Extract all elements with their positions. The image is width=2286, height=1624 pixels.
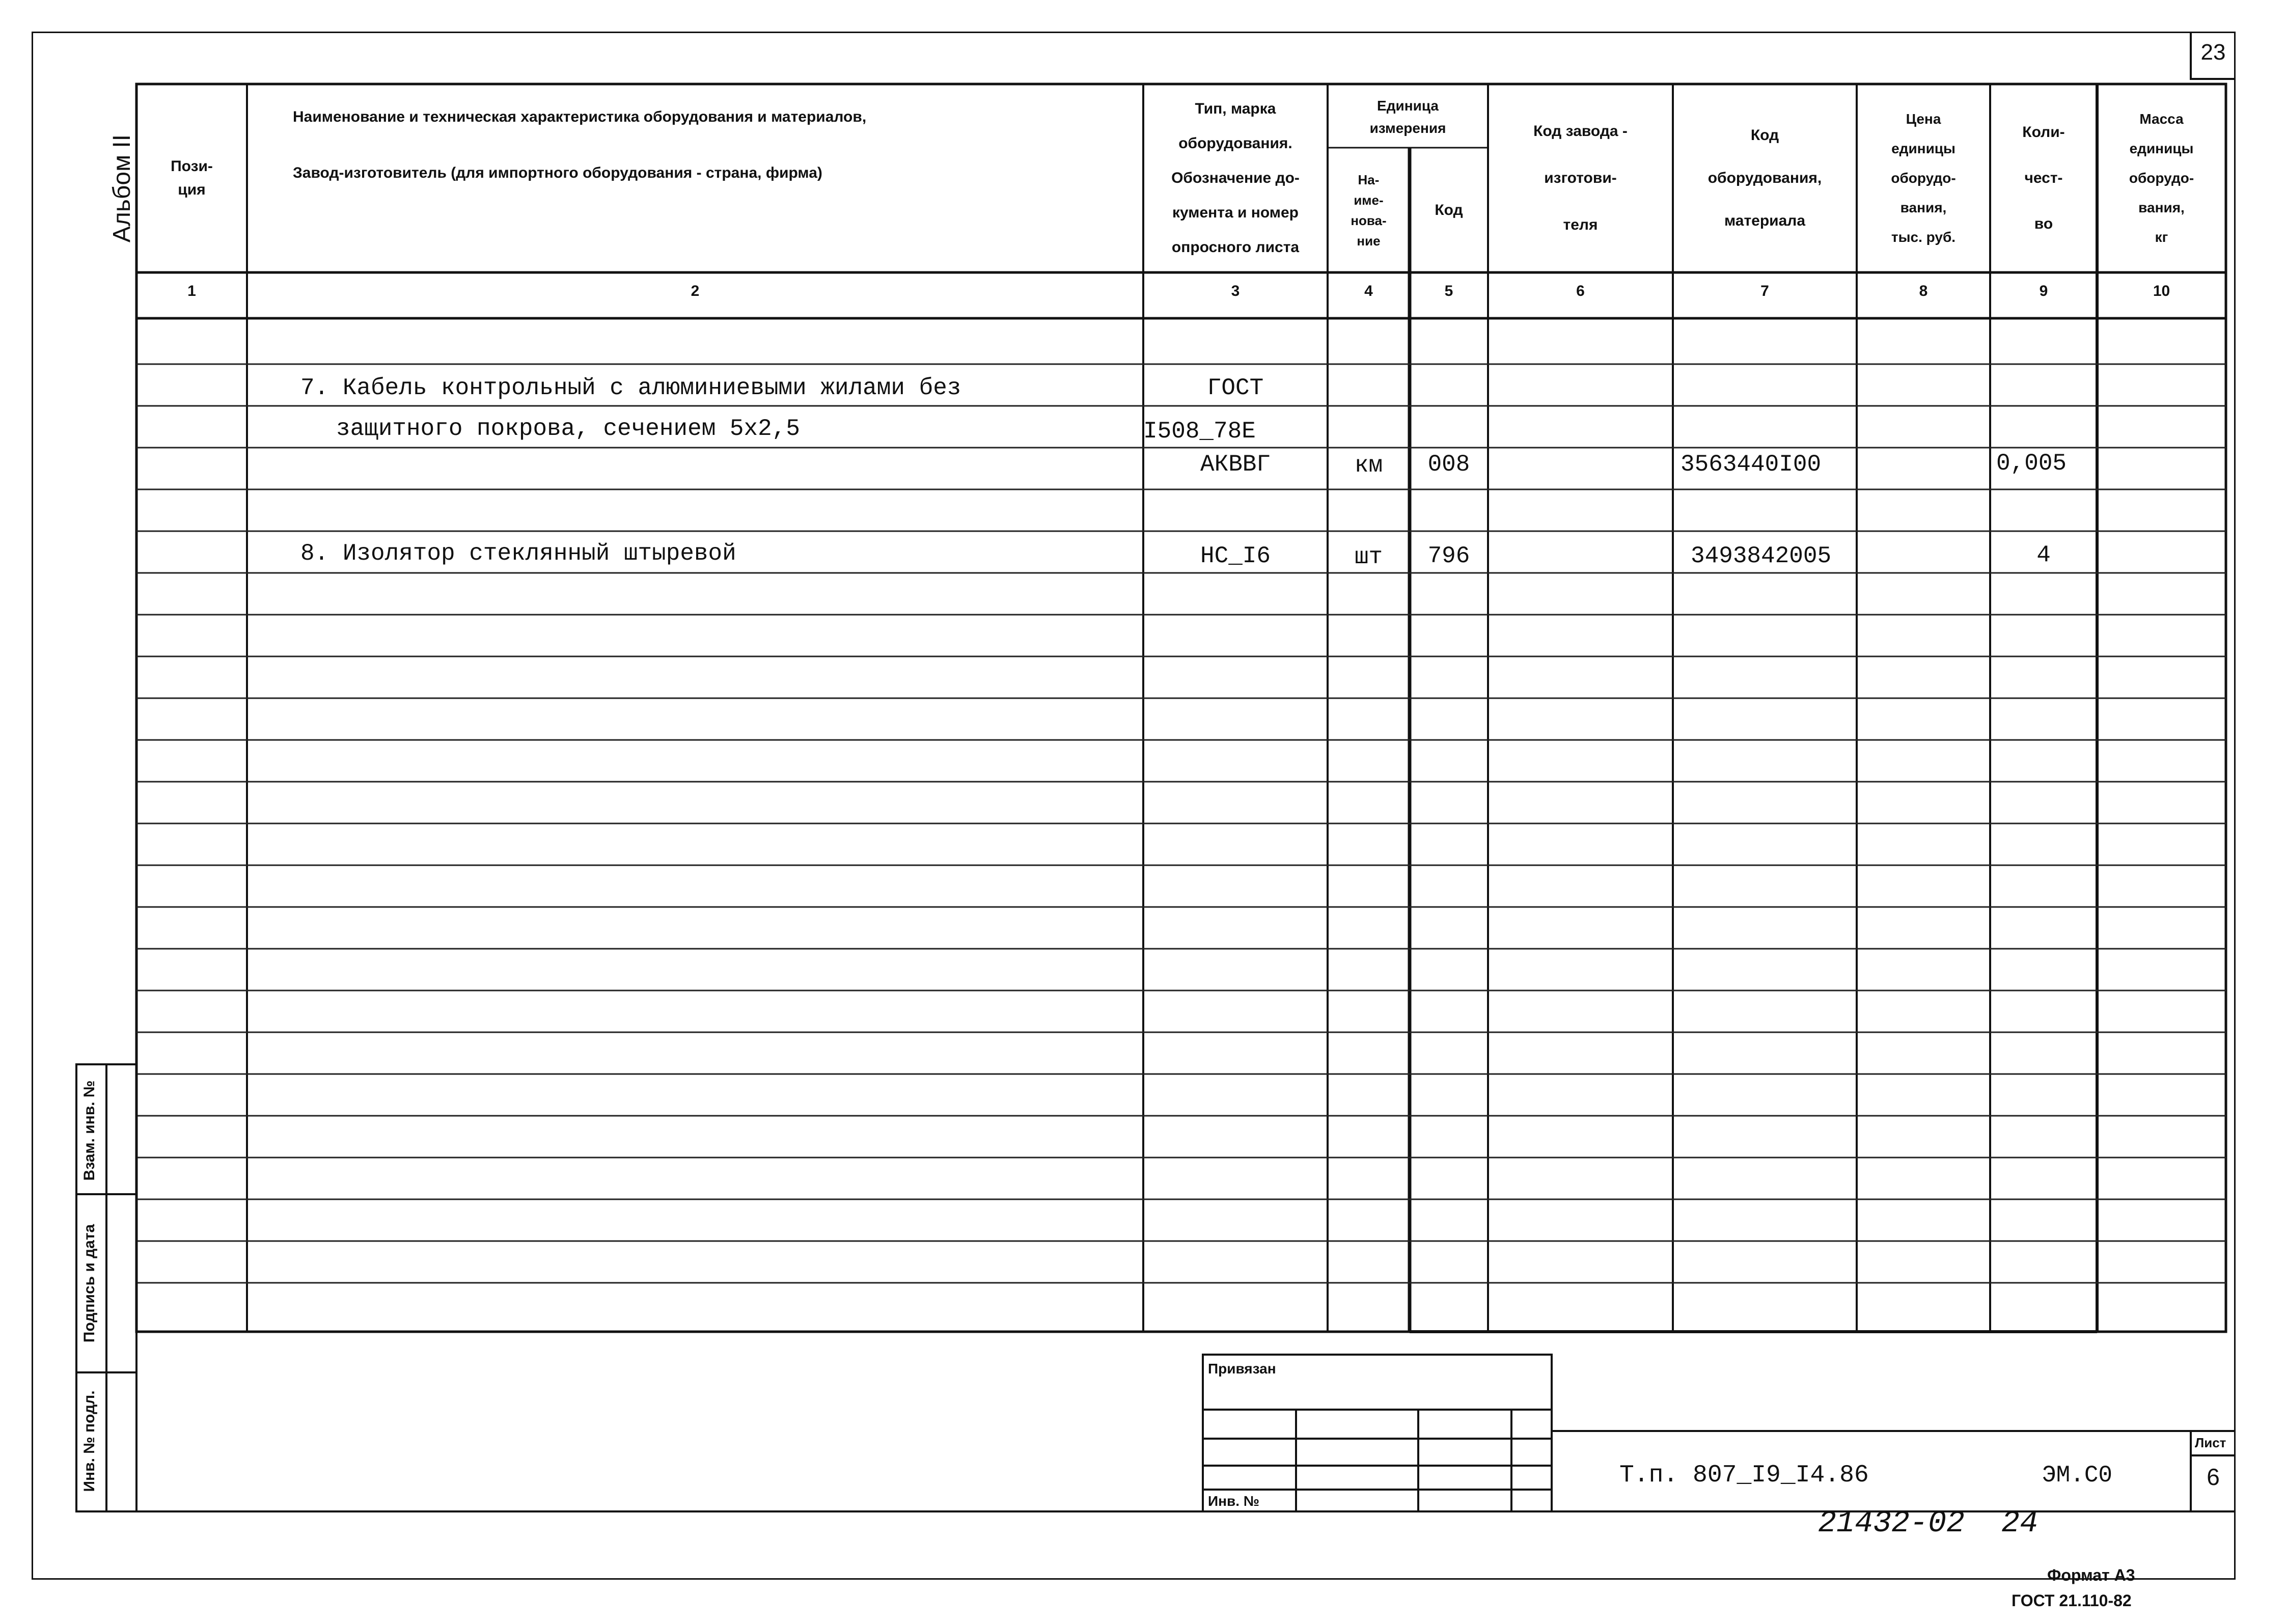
stamp-vzam: Взам. инв. № [81,1080,98,1181]
colnum-6: 6 [1576,283,1585,299]
colnum-7: 7 [1760,283,1769,299]
format-label: Формат А3 [2047,1566,2135,1584]
colnum-9: 9 [2039,283,2048,299]
header-factory-code: Код завода - изготови- теля [1533,123,1628,233]
header-type: Тип, марка оборудования. Обозначение до- кумента и номер опросного листа [1171,100,1300,256]
colnum-8: 8 [1919,283,1928,299]
header-unit-name: На- име- нова- ние [1351,172,1387,249]
colnum-1: 1 [187,283,196,299]
header-material-code: Код оборудования, материала [1707,127,1822,229]
row-7b-type: I508_78Е [1143,418,1256,445]
stamp-inv-podl: Инв. № подл. [81,1390,98,1492]
row-8-unit: шт [1354,544,1383,570]
row-7c-material-code: 3563440I00 [1681,451,1822,478]
row-8-material-code: 3493842005 [1691,543,1832,569]
list-label: Лист [2195,1435,2226,1450]
header-price: Цена единицы оборудо- вания, тыс. руб. [1891,111,1956,245]
header-unit-code: Код [1435,201,1463,218]
handwritten-number: 21432-02 24 [1818,1506,2039,1541]
album-label: Альбом II [108,134,135,243]
header-unit-group: Единица измерения [1369,98,1446,136]
privyazan-label: Привязан [1208,1361,1276,1377]
row-7c-unit-code: 008 [1427,451,1470,478]
row-7-type: ГОСТ [1207,375,1264,401]
list-number: 6 [2207,1464,2220,1490]
designation: Т.п. 807_I9_I4.86 [1619,1462,1869,1489]
header-mass: Масса единицы оборудо- вания, кг [2129,111,2194,245]
colnum-3: 3 [1231,283,1240,299]
stamp-podpis: Подпись и дата [81,1224,98,1343]
gost-label: ГОСТ 21.110-82 [2012,1591,2132,1610]
sheet-number: 23 [2200,40,2226,65]
header-position: Пози- ция [171,158,213,198]
document-mark: ЭМ.С0 [2042,1462,2113,1489]
row-8-name: 8. Изолятор стеклянный штыревой [300,540,736,567]
inv-no-label: Инв. № [1208,1493,1260,1509]
row-7c-unit: км [1354,452,1383,479]
row-7b-name: защитного покрова, сечением 5х2,5 [336,416,800,442]
colnum-2: 2 [691,283,700,299]
row-8-type: НС_I6 [1200,543,1271,569]
row-8-unit-code: 796 [1427,543,1470,569]
colnum-5: 5 [1444,283,1453,299]
row-7c-type: АКВВГ [1200,451,1271,478]
row-7-name: 7. Кабель контрольный с алюминиевыми жилами без [300,375,961,401]
row-7c-quantity: 0,005 [1996,450,2067,477]
row-8-quantity: 4 [2036,542,2051,568]
header-quantity: Коли- чест- во [2022,124,2065,232]
colnum-4: 4 [1364,283,1373,299]
colnum-10: 10 [2153,283,2170,299]
header-name: Наименование и техническая характеристика оборудования и материалов, Завод-изготовитель (для импортного оборудования - страна, фирма) [293,108,867,181]
